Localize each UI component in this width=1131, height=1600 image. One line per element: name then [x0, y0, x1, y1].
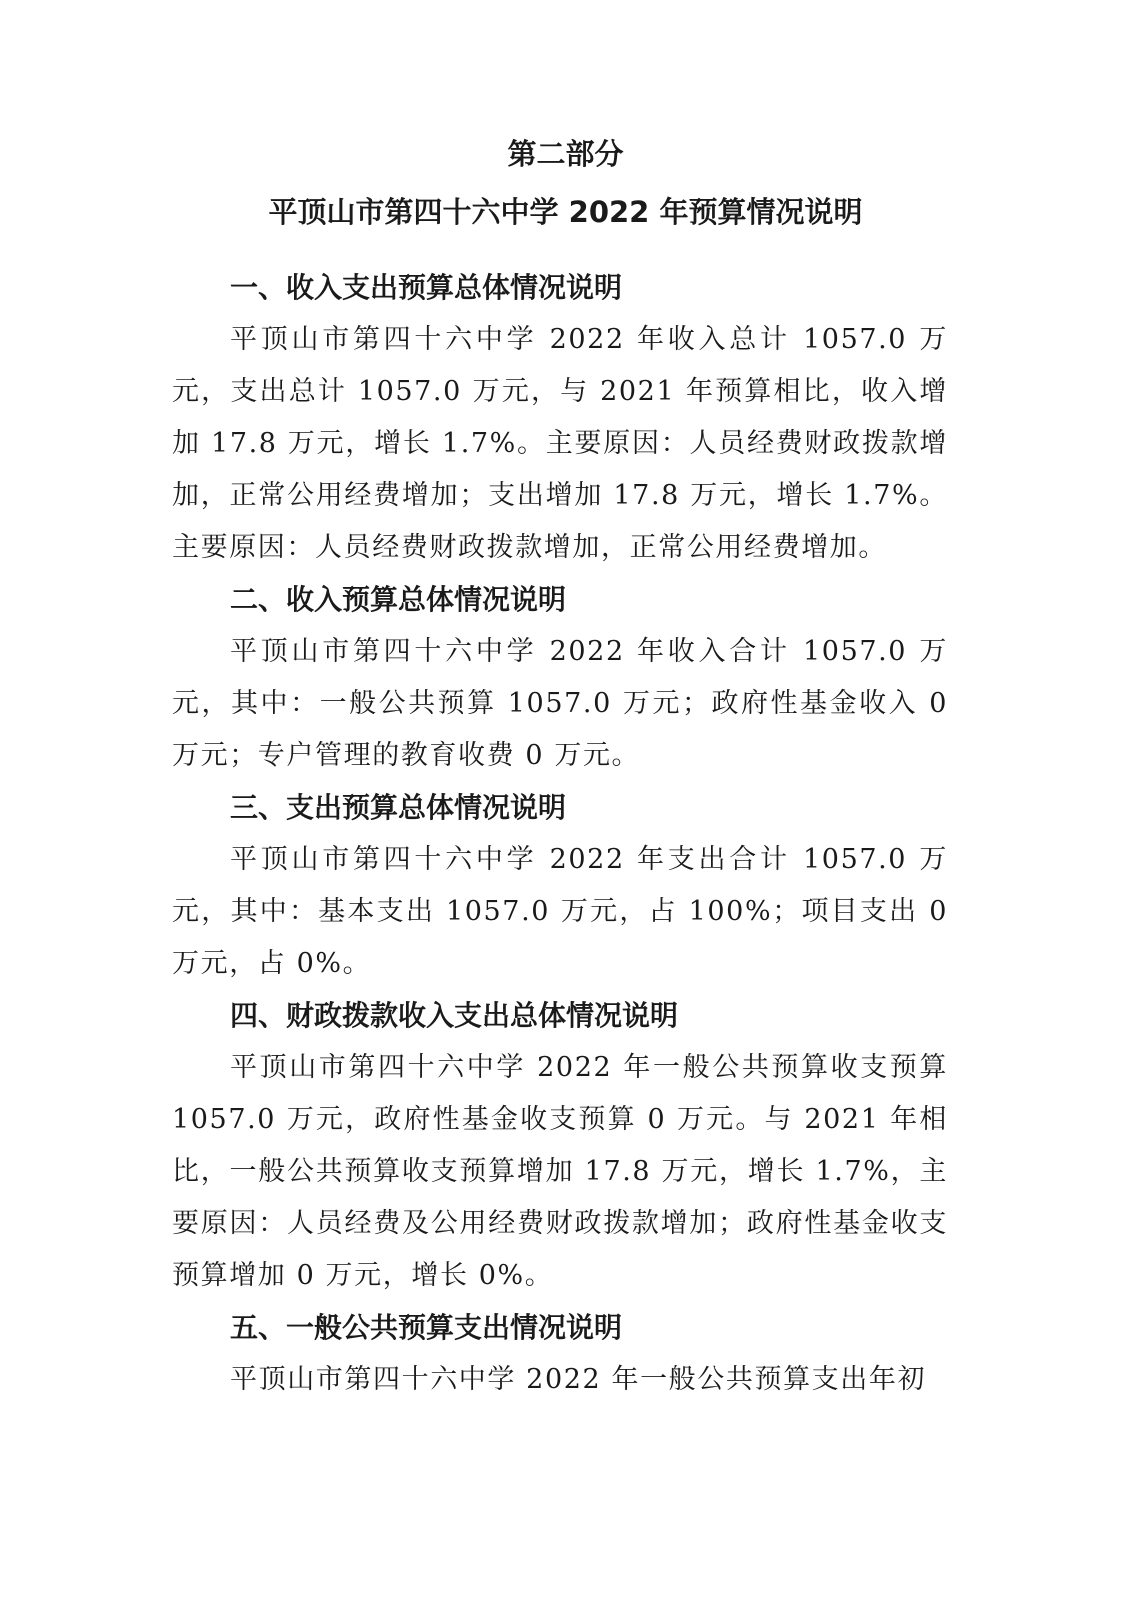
- section-paragraph-1: 平顶山市第四十六中学 2022 年收入总计 1057.0 万元，支出总计 1057.0 万元，与 2021 年预算相比，收入增加 17.8 万元，增长 1.7%。主要原因：人员经费财政拨款增加，正常公用经费增加；支出增加 17.8 万元，增长 1.7%。主要原因：人员经费财政拨款增加，正常公用经费增加。: [172, 324, 948, 563]
- section-paragraph-3: 平顶山市第四十六中学 2022 年支出合计 1057.0 万元，其中：基本支出 1057.0 万元，占 100%；项目支出 0 万元，占 0%。: [172, 844, 948, 979]
- document-title: 平顶山市第四十六中学 2022 年预算情况说明: [268, 195, 863, 229]
- section-heading-2: 二、收入预算总体情况说明: [230, 583, 567, 616]
- section-paragraph-5: 平顶山市第四十六中学 2022 年一般公共预算支出年初: [230, 1364, 927, 1395]
- document-body: [172, 262, 948, 1406]
- section-heading-1: 一、收入支出预算总体情况说明: [230, 271, 623, 304]
- part-title: 第二部分: [507, 137, 624, 171]
- section-heading-5: 五、一般公共预算支出情况说明: [230, 1311, 623, 1344]
- section-heading-3: 三、支出预算总体情况说明: [230, 791, 567, 824]
- section-paragraph-4: 平顶山市第四十六中学 2022 年一般公共预算收支预算 1057.0 万元，政府性基金收支预算 0 万元。与 2021 年相比，一般公共预算收支预算增加 17.8 万元，增长 1.7%，主要原因：人员经费及公用经费财政拨款增加；政府性基金收支预算增加 0 万元，增长 0%。: [172, 1052, 948, 1291]
- section-heading-4: 四、财政拨款收入支出总体情况说明: [230, 999, 679, 1032]
- section-paragraph-2: 平顶山市第四十六中学 2022 年收入合计 1057.0 万元，其中：一般公共预算 1057.0 万元；政府性基金收入 0 万元；专户管理的教育收费 0 万元。: [172, 636, 948, 771]
